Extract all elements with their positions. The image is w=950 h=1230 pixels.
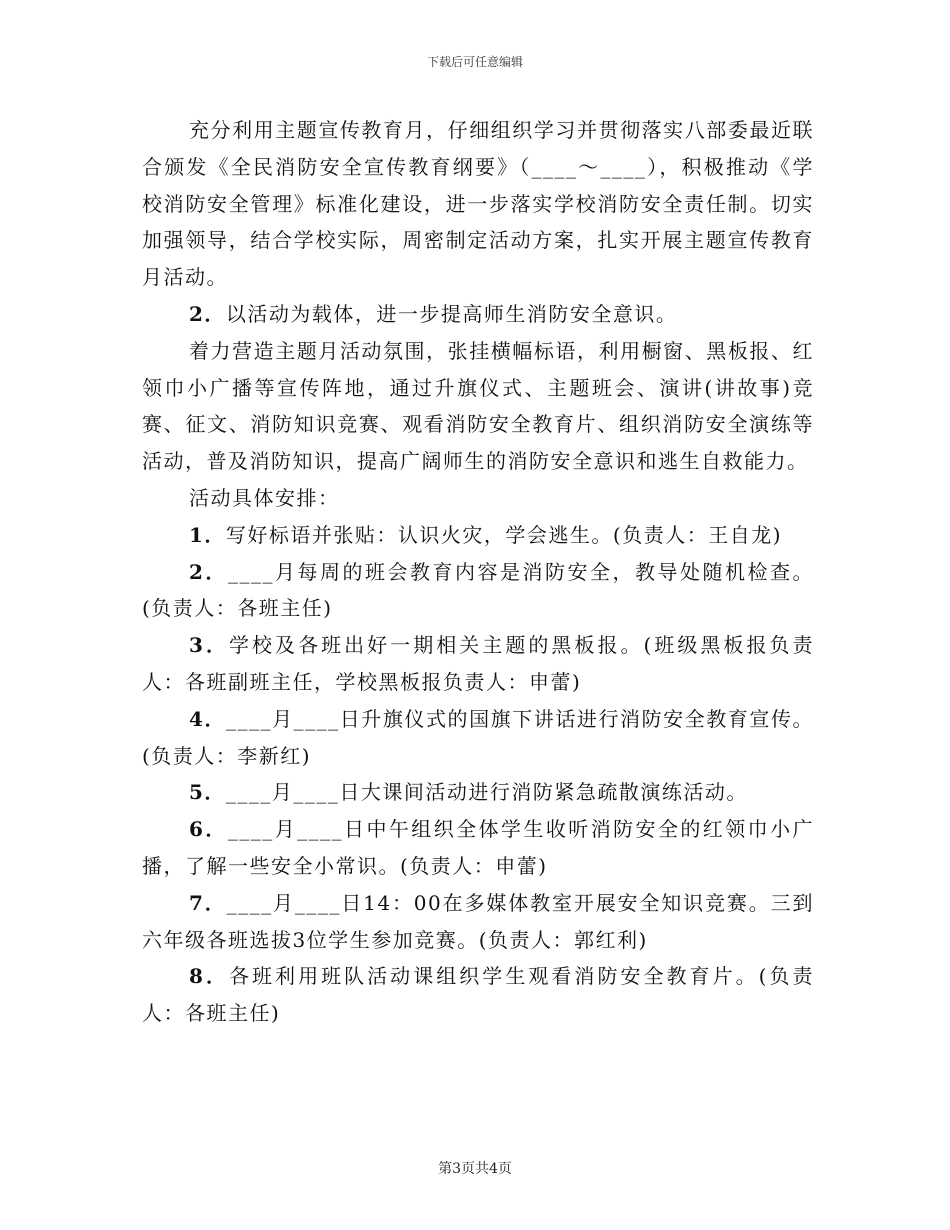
schedule-item-3 bbox=[142, 627, 814, 701]
paragraph-text: 各班利用班队活动课组织学生观看消防安全教育片。(负责人：各班主任) bbox=[142, 964, 814, 1026]
paragraph-text: ____月每周的班会教育内容是消防安全，教导处随机检查。(负责人：各班主任) bbox=[142, 559, 815, 621]
schedule-item-1 bbox=[142, 517, 814, 554]
schedule-item-7 bbox=[142, 885, 814, 959]
paragraph-intro bbox=[142, 112, 814, 296]
paragraph-text: 充分利用主题宣传教育月，仔细组织学习并贯彻落实八部委最近联合颁发《全民消防安全宣传教育纲要》（____～____），积极推动《学校消防安全管理》标准化建设，进一步落实学校消防安全责任制。切实加强领导，结合学校实际，周密制定活动方案，扎实开展主题宣传教育月活动。 bbox=[142, 118, 814, 290]
item-number: 6． bbox=[189, 817, 228, 842]
paragraph-text: ____月____日升旗仪式的国旗下讲话进行消防安全教育宣传。(负责人：李新红) bbox=[142, 706, 815, 768]
page-footer: 第3页共4页 bbox=[438, 1161, 512, 1177]
paragraph-schedule-heading bbox=[142, 480, 814, 517]
schedule-item-5 bbox=[142, 774, 814, 811]
paragraph-text: 活动具体安排： bbox=[189, 485, 340, 510]
paragraph-text: 学校及各班出好一期相关主题的黑板报。(班级黑板报负责人：各班副班主任，学校黑板报负责人：申蕾) bbox=[142, 633, 814, 694]
paragraph-text: 以活动为载体，进一步提高师生消防安全意识。 bbox=[225, 301, 678, 326]
item-number: 2． bbox=[189, 559, 228, 584]
paragraph-atmosphere bbox=[142, 333, 814, 480]
paragraph-item-2 bbox=[142, 296, 814, 333]
schedule-item-4 bbox=[142, 701, 814, 775]
item-number: 7． bbox=[189, 890, 227, 915]
paragraph-text: 着力营造主题月活动氛围，张挂横幅标语，利用橱窗、黑板报、红领巾小广播等宣传阵地，通过升旗仪式、主题班会、演讲(讲故事)竞赛、征文、消防知识竞赛、观看消防安全教育片、组织消防安全演练等活动，普及消防知识，提高广阔师生的消防安全意识和逃生自救能力。 bbox=[142, 338, 814, 474]
document-body bbox=[142, 112, 814, 1032]
page-header: 下载后可任意编辑 bbox=[426, 55, 523, 69]
paragraph-text: ____月____日中午组织全体学生收听消防安全的红领巾小广播，了解一些安全小常识。(负责人：申蕾) bbox=[142, 817, 814, 878]
paragraph-text: ____月____日大课间活动进行消防紧急疏散演练活动。 bbox=[225, 780, 748, 805]
paragraph-text: 写好标语并张贴：认识火灾，学会逃生。(负责人：王自龙) bbox=[225, 522, 783, 547]
item-number: 4． bbox=[189, 706, 227, 731]
schedule-item-8 bbox=[142, 958, 814, 1032]
item-number: 5． bbox=[189, 780, 226, 805]
paragraph-text: ____月____日14：00在多媒体教室开展安全知识竞赛。三到六年级各班选拔3位学生参加竞赛。(负责人：郭红利) bbox=[142, 890, 814, 952]
item-number: 3． bbox=[189, 633, 229, 658]
schedule-item-6 bbox=[142, 811, 814, 885]
item-number: 1． bbox=[189, 522, 226, 547]
item-number: 2． bbox=[189, 301, 226, 326]
schedule-item-2 bbox=[142, 554, 814, 628]
item-number: 8． bbox=[189, 964, 229, 989]
